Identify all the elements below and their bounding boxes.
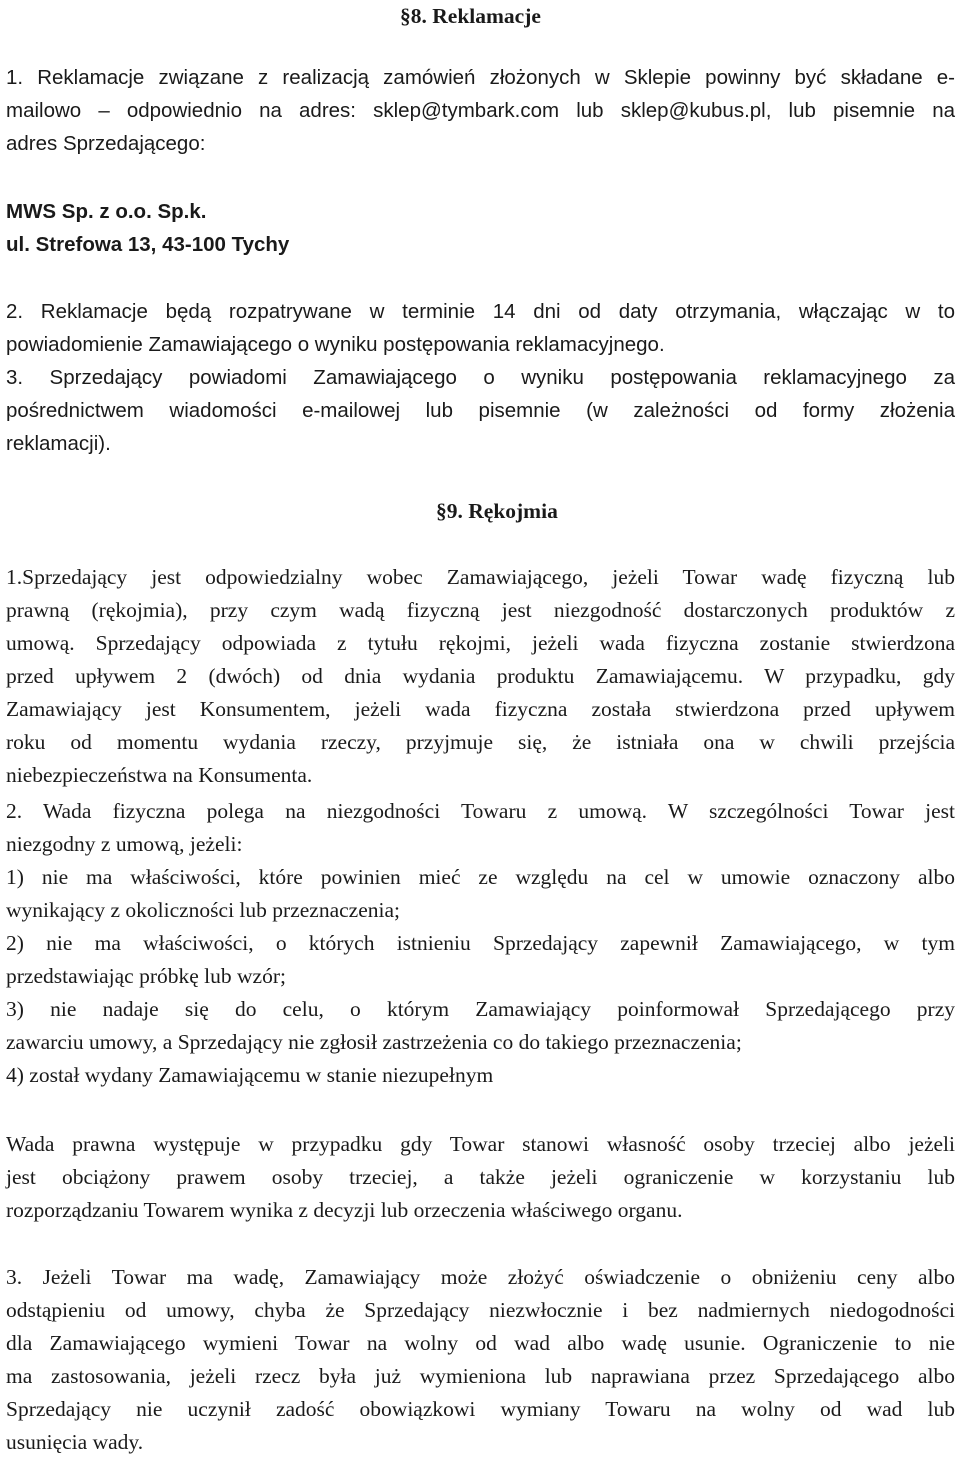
section-8-paragraph-1 [6, 61, 955, 160]
section-9-heading: §9. Rękojmia [436, 499, 558, 523]
text-line: umową. Sprzedający odpowiada z tytułu rękojmi, jeżeli wada fizyczna zostanie stwierdzona [6, 631, 955, 655]
text-line: Zamawiający jest Konsumentem, jeżeli wada fizyczna została stwierdzona przed upływem [6, 697, 955, 721]
text-line: 2. Reklamacje będą rozpatrywane w terminie 14 dni od daty otrzymania, włączając w to [6, 300, 955, 323]
text-line: 1.Sprzedający jest odpowiedzialny wobec Zamawiającego, jeżeli Towar wadę fizyczną lub [6, 565, 955, 589]
text-line: 3. Sprzedający powiadomi Zamawiającego o wyniku postępowania reklamacyjnego za [6, 366, 955, 389]
text-line: powiadomienie Zamawiającego o wyniku postępowania reklamacyjnego. [6, 333, 665, 356]
text-line: 1. Reklamacje związane z realizacją zamówień złożonych w Sklepie powinny być składane e- [6, 66, 955, 89]
legal-defect-paragraph [6, 1128, 955, 1227]
text-line: adres Sprzedającego: [6, 132, 206, 155]
list-item [6, 861, 955, 927]
text-line: rozporządzaniu Towarem wynika z decyzji lub orzeczenia właściwego organu. [6, 1198, 683, 1222]
seller-address [6, 195, 289, 261]
text-line: odstąpieniu od umowy, chyba że Sprzedający niezwłocznie i bez nadmiernych niedogodności [6, 1298, 955, 1322]
text-line: Wada prawna występuje w przypadku gdy Towar stanowi własność osoby trzeciej albo jeżeli [6, 1132, 955, 1156]
section-9-paragraph-3 [6, 1261, 955, 1459]
section-8-heading: §8. Reklamacje [400, 4, 541, 28]
text-line: zawarciu umowy, a Sprzedający nie zgłosił zastrzeżenia co do takiego przeznaczenia; [6, 1030, 742, 1054]
company-name: MWS Sp. z o.o. Sp.k. [6, 200, 207, 223]
list-item [6, 927, 955, 993]
text-line: pośrednictwem wiadomości e-mailowej lub pisemnie (w zależności od formy złożenia [6, 399, 955, 422]
text-line: niezgodny z umową, jeżeli: [6, 832, 243, 856]
list-item [6, 993, 955, 1059]
text-line: 3) nie nadaje się do celu, o którym Zamawiający poinformował Sprzedającego przy [6, 997, 955, 1021]
text-line: reklamacji). [6, 432, 111, 455]
text-line: wynikający z okoliczności lub przeznaczenia; [6, 898, 400, 922]
text-line: mailowo – odpowiednio na adres: sklep@tymbark.com lub sklep@kubus.pl, lub pisemnie na [6, 99, 955, 122]
section-8-paragraph-3 [6, 361, 955, 460]
street-address: ul. Strefowa 13, 43-100 Tychy [6, 233, 290, 256]
text-line: przed upływem 2 (dwóch) od dnia wydania produktu Zamawiającemu. W przypadku, gdy [6, 664, 955, 688]
list-item [6, 1059, 955, 1092]
text-line: Sprzedający nie uczynił zadość obowiązkowi wymiany Towaru na wolny od wad lub [6, 1397, 955, 1421]
text-line: niebezpieczeństwa na Konsumenta. [6, 763, 313, 787]
text-line: przedstawiając próbkę lub wzór; [6, 964, 286, 988]
text-line: prawną (rękojmia), przy czym wadą fizyczną jest niezgodność dostarczonych produktów z [6, 598, 955, 622]
text-line: usunięcia wady. [6, 1430, 144, 1454]
text-line: roku od momentu wydania rzeczy, przyjmuje się, że istniała ona w chwili przejścia [6, 730, 955, 754]
section-9-paragraph-2 [6, 795, 955, 861]
text-line: 4) został wydany Zamawiającemu w stanie niezupełnym [6, 1063, 494, 1087]
nonconformity-list [6, 861, 955, 1092]
text-line: jest obciążony prawem osoby trzeciej, a także jeżeli ograniczenie w korzystaniu lub [6, 1165, 955, 1189]
text-line: 2. Wada fizyczna polega na niezgodności Towaru z umową. W szczególności Towar jest [6, 799, 955, 823]
text-line: dla Zamawiającego wymieni Towar na wolny od wad albo wadę usunie. Ograniczenie to nie [6, 1331, 955, 1355]
text-line: ma zastosowania, jeżeli rzecz była już wymieniona lub naprawiana przez Sprzedającego albo [6, 1364, 955, 1388]
text-line: 1) nie ma właściwości, które powinien mieć ze względu na cel w umowie oznaczony albo [6, 865, 955, 889]
text-line: 3. Jeżeli Towar ma wadę, Zamawiający może złożyć oświadczenie o obniżeniu ceny albo [6, 1265, 955, 1289]
section-8-paragraph-2 [6, 295, 955, 361]
section-9-paragraph-1 [6, 561, 955, 792]
text-line: 2) nie ma właściwości, o których istnieniu Sprzedający zapewnił Zamawiającego, w tym [6, 931, 955, 955]
